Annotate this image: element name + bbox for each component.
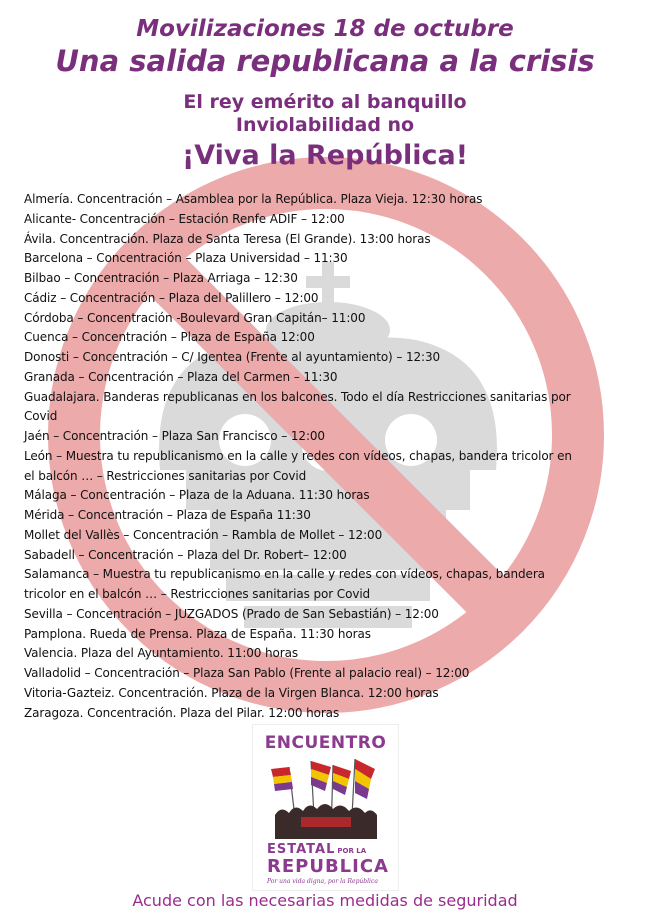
- event-line: León – Muestra tu republicanismo en la calle y redes con vídeos, chapas, bandera tricolor en: [24, 448, 572, 463]
- event-line: Málaga – Concentración – Plaza de la Aduana. 11:30 horas: [24, 488, 370, 503]
- poster-header: [0, 14, 650, 173]
- footer-safety-note: Acude con las necesarias medidas de seguridad: [132, 891, 518, 910]
- event-line: Bilbao – Concentración – Plaza Arriaga – 12:30: [24, 271, 298, 285]
- event-line: Barcelona – Concentración – Plaza Universidad – 11:30: [24, 251, 348, 266]
- event-line: Mollet del Vallès – Concentración – Rambla de Mollet – 12:00: [24, 527, 383, 542]
- event-line: Alicante- Concentración – Estación Renfe ADIF – 12:00: [24, 211, 345, 226]
- logo-tagline: Por una vida digna, por la República: [267, 878, 378, 885]
- event-line: Córdoba – Concentración -Boulevard Gran Capitán– 11:00: [24, 310, 366, 325]
- event-line: Almería. Concentración – Asamblea por la República. Plaza Vieja. 12:30 horas: [24, 192, 483, 206]
- logo-por-la-text: POR LA: [337, 847, 367, 855]
- event-line: el balcón … – Restricciones sanitarias por Covid: [24, 468, 307, 483]
- event-line: Valencia. Plaza del Ayuntamiento. 11:00 horas: [24, 646, 299, 661]
- event-line: Ávila. Concentración. Plaza de Santa Teresa (El Grande). 13:00 horas: [24, 231, 431, 246]
- event-line: Sevilla – Concentración – JUZGADOS (Prado de San Sebastián) – 12:00: [24, 606, 439, 621]
- event-line: Jaén – Concentración – Plaza San Francisco – 12:00: [24, 429, 325, 443]
- logo-estatal-line: [267, 842, 366, 857]
- header-viva-republica: ¡Viva la República!: [181, 140, 469, 171]
- event-line: Covid: [24, 409, 58, 424]
- event-line: Vitoria-Gazteiz. Concentración. Plaza de la Virgen Blanca. 12:00 horas: [24, 685, 439, 700]
- event-line: Sabadell – Concentración – Plaza del Dr. Robert– 12:00: [24, 547, 347, 562]
- logo-estatal-text: ESTATAL: [267, 842, 336, 857]
- event-line: Cádiz – Concentración – Plaza del Palillero – 12:00: [24, 290, 319, 305]
- logo-republica-text: REPUBLICA: [267, 856, 389, 877]
- event-line: Mérida – Concentración – Plaza de España 11:30: [24, 508, 311, 522]
- header-slogan-1: El rey emérito al banquillo: [183, 91, 467, 113]
- header-slogan-2: Inviolabilidad no: [235, 114, 415, 136]
- header-date-title: Movilizaciones 18 de octubre: [136, 16, 514, 42]
- events-list: [24, 190, 628, 723]
- encuentro-estatal-logo: [252, 724, 399, 891]
- event-line: Granada – Concentración – Plaza del Carmen – 11:30: [24, 369, 338, 384]
- event-line: Valladolid – Concentración – Plaza San Pablo (Frente al palacio real) – 12:00: [24, 666, 470, 680]
- logo-flags-icon: [271, 757, 381, 839]
- event-line: Donosti – Concentración – C/ Igentea (Frente al ayuntamiento) – 12:30: [24, 350, 441, 364]
- event-line: Guadalajara. Banderas republicanas en los balcones. Todo el día Restricciones sanitarias por: [24, 389, 571, 404]
- logo-encuentro-text: ENCUENTRO: [264, 733, 387, 753]
- event-line: Zaragoza. Concentración. Plaza del Pilar. 12:00 horas: [24, 705, 340, 720]
- event-line: tricolor en el balcón … – Restricciones sanitarias por Covid: [24, 587, 371, 601]
- header-main-title: Una salida republicana a la crisis: [55, 44, 595, 78]
- event-line: Pamplona. Rueda de Prensa. Plaza de España. 11:30 horas: [24, 626, 371, 641]
- event-line: Salamanca – Muestra tu republicanismo en la calle y redes con vídeos, chapas, bandera: [24, 567, 545, 582]
- event-line: Cuenca – Concentración – Plaza de España 12:00: [24, 330, 315, 345]
